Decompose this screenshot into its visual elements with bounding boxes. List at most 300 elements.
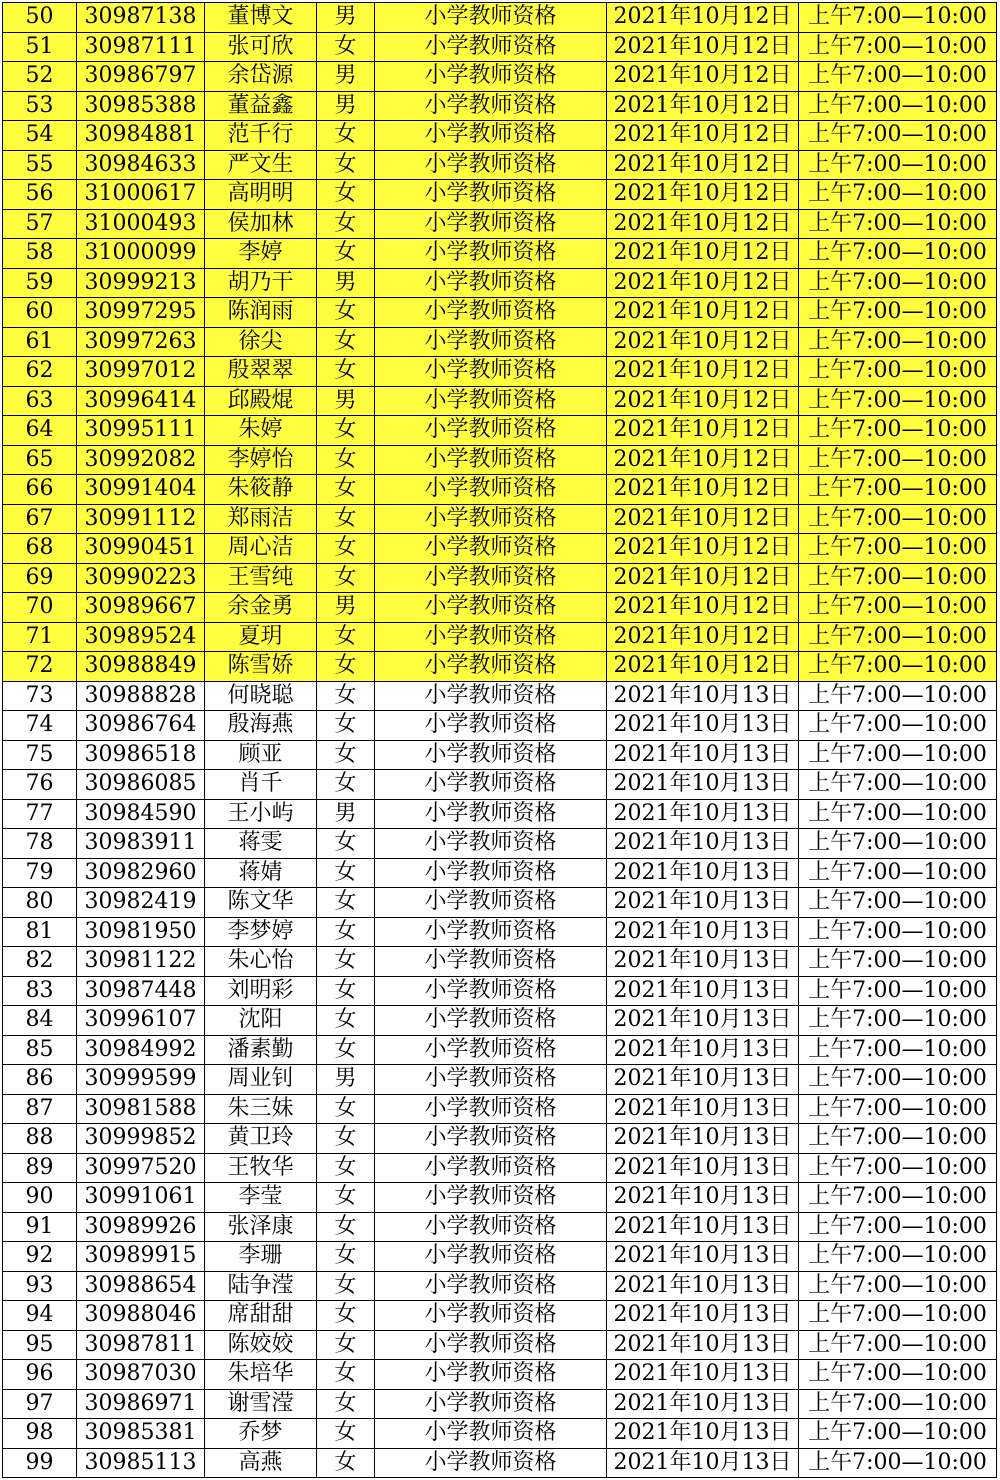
cell-gender: 女 <box>317 1183 375 1213</box>
cell-exam-time: 上午7:00—10:00 <box>799 298 997 328</box>
cell-candidate-id: 31000099 <box>77 239 205 269</box>
cell-exam-date: 2021年10月12日 <box>607 239 799 269</box>
table-row <box>3 504 997 534</box>
cell-exam-type: 小学教师资格 <box>375 1006 607 1036</box>
cell-candidate-id: 30982419 <box>77 888 205 918</box>
cell-exam-date: 2021年10月13日 <box>607 888 799 918</box>
cell-exam-time: 上午7:00—10:00 <box>799 475 997 505</box>
cell-exam-type: 小学教师资格 <box>375 180 607 210</box>
cell-exam-date: 2021年10月13日 <box>607 1212 799 1242</box>
cell-name: 夏玥 <box>205 622 317 652</box>
cell-gender: 男 <box>317 799 375 829</box>
cell-exam-date: 2021年10月12日 <box>607 32 799 62</box>
cell-name: 肖千 <box>205 770 317 800</box>
cell-exam-date: 2021年10月12日 <box>607 327 799 357</box>
cell-seq-no: 68 <box>3 534 77 564</box>
cell-name: 朱三妹 <box>205 1094 317 1124</box>
cell-candidate-id: 30988849 <box>77 652 205 682</box>
table-row <box>3 1448 997 1478</box>
cell-seq-no: 58 <box>3 239 77 269</box>
cell-seq-no: 61 <box>3 327 77 357</box>
cell-candidate-id: 30990451 <box>77 534 205 564</box>
table-row <box>3 1330 997 1360</box>
cell-exam-time: 上午7:00—10:00 <box>799 121 997 151</box>
cell-seq-no: 65 <box>3 445 77 475</box>
table-row <box>3 62 997 92</box>
cell-exam-time: 上午7:00—10:00 <box>799 770 997 800</box>
cell-candidate-id: 30981122 <box>77 947 205 977</box>
cell-gender: 女 <box>317 563 375 593</box>
cell-gender: 女 <box>317 1006 375 1036</box>
cell-exam-type: 小学教师资格 <box>375 1301 607 1331</box>
cell-seq-no: 87 <box>3 1094 77 1124</box>
cell-exam-date: 2021年10月12日 <box>607 652 799 682</box>
cell-exam-time: 上午7:00—10:00 <box>799 268 997 298</box>
cell-name: 董益鑫 <box>205 91 317 121</box>
cell-name: 陈雪娇 <box>205 652 317 682</box>
cell-exam-time: 上午7:00—10:00 <box>799 1006 997 1036</box>
cell-name: 李莹 <box>205 1183 317 1213</box>
cell-gender: 女 <box>317 1242 375 1272</box>
table-row <box>3 1065 997 1095</box>
table-row <box>3 3 997 33</box>
table-row <box>3 1124 997 1154</box>
cell-exam-type: 小学教师资格 <box>375 799 607 829</box>
cell-exam-date: 2021年10月12日 <box>607 445 799 475</box>
cell-candidate-id: 30997295 <box>77 298 205 328</box>
table-row <box>3 1212 997 1242</box>
table-row <box>3 563 997 593</box>
table-row <box>3 209 997 239</box>
cell-gender: 女 <box>317 947 375 977</box>
table-row <box>3 386 997 416</box>
cell-exam-type: 小学教师资格 <box>375 534 607 564</box>
cell-exam-time: 上午7:00—10:00 <box>799 1360 997 1390</box>
cell-gender: 女 <box>317 858 375 888</box>
cell-candidate-id: 30989524 <box>77 622 205 652</box>
table-row <box>3 1035 997 1065</box>
cell-exam-time: 上午7:00—10:00 <box>799 1389 997 1419</box>
cell-exam-time: 上午7:00—10:00 <box>799 3 997 33</box>
cell-name: 余金勇 <box>205 593 317 623</box>
cell-candidate-id: 30988654 <box>77 1271 205 1301</box>
cell-name: 谢雪滢 <box>205 1389 317 1419</box>
cell-gender: 女 <box>317 711 375 741</box>
cell-candidate-id: 30997520 <box>77 1153 205 1183</box>
cell-name: 周心洁 <box>205 534 317 564</box>
cell-seq-no: 89 <box>3 1153 77 1183</box>
cell-name: 殷翠翠 <box>205 357 317 387</box>
cell-exam-type: 小学教师资格 <box>375 445 607 475</box>
table-row <box>3 829 997 859</box>
table-row <box>3 652 997 682</box>
cell-candidate-id: 30996107 <box>77 1006 205 1036</box>
cell-seq-no: 93 <box>3 1271 77 1301</box>
cell-exam-time: 上午7:00—10:00 <box>799 1301 997 1331</box>
cell-candidate-id: 30981950 <box>77 917 205 947</box>
cell-candidate-id: 30987811 <box>77 1330 205 1360</box>
cell-name: 高明明 <box>205 180 317 210</box>
cell-seq-no: 70 <box>3 593 77 623</box>
cell-exam-type: 小学教师资格 <box>375 1065 607 1095</box>
cell-candidate-id: 30989915 <box>77 1242 205 1272</box>
table-row <box>3 888 997 918</box>
cell-exam-time: 上午7:00—10:00 <box>799 1271 997 1301</box>
cell-name: 蒋婧 <box>205 858 317 888</box>
cell-gender: 女 <box>317 1360 375 1390</box>
cell-exam-time: 上午7:00—10:00 <box>799 593 997 623</box>
cell-exam-type: 小学教师资格 <box>375 1389 607 1419</box>
cell-seq-no: 80 <box>3 888 77 918</box>
cell-gender: 女 <box>317 1389 375 1419</box>
cell-exam-date: 2021年10月13日 <box>607 1271 799 1301</box>
table-row <box>3 1301 997 1331</box>
cell-exam-type: 小学教师资格 <box>375 1448 607 1478</box>
cell-seq-no: 72 <box>3 652 77 682</box>
cell-gender: 女 <box>317 209 375 239</box>
cell-exam-type: 小学教师资格 <box>375 62 607 92</box>
cell-exam-time: 上午7:00—10:00 <box>799 652 997 682</box>
cell-exam-type: 小学教师资格 <box>375 298 607 328</box>
cell-seq-no: 53 <box>3 91 77 121</box>
cell-exam-time: 上午7:00—10:00 <box>799 829 997 859</box>
cell-gender: 女 <box>317 534 375 564</box>
cell-exam-time: 上午7:00—10:00 <box>799 1330 997 1360</box>
table-row <box>3 1183 997 1213</box>
cell-name: 王小屿 <box>205 799 317 829</box>
cell-gender: 女 <box>317 1448 375 1478</box>
cell-candidate-id: 30982960 <box>77 858 205 888</box>
cell-candidate-id: 30989667 <box>77 593 205 623</box>
cell-exam-type: 小学教师资格 <box>375 121 607 151</box>
cell-exam-date: 2021年10月13日 <box>607 1094 799 1124</box>
cell-gender: 女 <box>317 298 375 328</box>
cell-seq-no: 82 <box>3 947 77 977</box>
cell-exam-date: 2021年10月13日 <box>607 1065 799 1095</box>
cell-seq-no: 62 <box>3 357 77 387</box>
cell-candidate-id: 30987448 <box>77 976 205 1006</box>
cell-candidate-id: 30987030 <box>77 1360 205 1390</box>
cell-seq-no: 94 <box>3 1301 77 1331</box>
cell-exam-date: 2021年10月12日 <box>607 357 799 387</box>
cell-exam-type: 小学教师资格 <box>375 1360 607 1390</box>
cell-exam-time: 上午7:00—10:00 <box>799 1094 997 1124</box>
cell-candidate-id: 30988828 <box>77 681 205 711</box>
cell-exam-date: 2021年10月13日 <box>607 1419 799 1449</box>
cell-candidate-id: 30987111 <box>77 32 205 62</box>
cell-gender: 女 <box>317 770 375 800</box>
cell-exam-date: 2021年10月13日 <box>607 681 799 711</box>
cell-candidate-id: 30989926 <box>77 1212 205 1242</box>
cell-exam-time: 上午7:00—10:00 <box>799 858 997 888</box>
cell-name: 李珊 <box>205 1242 317 1272</box>
cell-name: 郑雨洁 <box>205 504 317 534</box>
cell-gender: 女 <box>317 1035 375 1065</box>
cell-name: 蒋雯 <box>205 829 317 859</box>
table-row <box>3 475 997 505</box>
cell-exam-time: 上午7:00—10:00 <box>799 1419 997 1449</box>
cell-gender: 女 <box>317 976 375 1006</box>
cell-gender: 男 <box>317 3 375 33</box>
table-row <box>3 1153 997 1183</box>
cell-name: 周业钊 <box>205 1065 317 1095</box>
cell-exam-type: 小学教师资格 <box>375 711 607 741</box>
cell-exam-type: 小学教师资格 <box>375 1153 607 1183</box>
cell-exam-time: 上午7:00—10:00 <box>799 1124 997 1154</box>
cell-name: 席甜甜 <box>205 1301 317 1331</box>
cell-exam-time: 上午7:00—10:00 <box>799 1448 997 1478</box>
table-row <box>3 1360 997 1390</box>
cell-seq-no: 75 <box>3 740 77 770</box>
cell-exam-date: 2021年10月13日 <box>607 1301 799 1331</box>
table-row <box>3 1419 997 1449</box>
cell-exam-type: 小学教师资格 <box>375 1183 607 1213</box>
cell-exam-type: 小学教师资格 <box>375 1271 607 1301</box>
table-row <box>3 593 997 623</box>
cell-name: 朱婷 <box>205 416 317 446</box>
cell-seq-no: 52 <box>3 62 77 92</box>
cell-gender: 女 <box>317 416 375 446</box>
cell-name: 李婷怡 <box>205 445 317 475</box>
cell-exam-type: 小学教师资格 <box>375 357 607 387</box>
cell-seq-no: 73 <box>3 681 77 711</box>
cell-gender: 女 <box>317 1153 375 1183</box>
cell-exam-date: 2021年10月12日 <box>607 386 799 416</box>
cell-exam-time: 上午7:00—10:00 <box>799 357 997 387</box>
table-row <box>3 622 997 652</box>
cell-exam-type: 小学教师资格 <box>375 622 607 652</box>
cell-seq-no: 84 <box>3 1006 77 1036</box>
cell-seq-no: 64 <box>3 416 77 446</box>
cell-name: 董博文 <box>205 3 317 33</box>
cell-name: 徐尖 <box>205 327 317 357</box>
cell-exam-date: 2021年10月13日 <box>607 1389 799 1419</box>
cell-exam-date: 2021年10月12日 <box>607 534 799 564</box>
cell-exam-date: 2021年10月13日 <box>607 740 799 770</box>
cell-exam-time: 上午7:00—10:00 <box>799 504 997 534</box>
cell-exam-type: 小学教师资格 <box>375 888 607 918</box>
cell-exam-time: 上午7:00—10:00 <box>799 32 997 62</box>
cell-exam-type: 小学教师资格 <box>375 829 607 859</box>
cell-name: 陈润雨 <box>205 298 317 328</box>
table-row <box>3 239 997 269</box>
cell-candidate-id: 30985381 <box>77 1419 205 1449</box>
cell-candidate-id: 30999852 <box>77 1124 205 1154</box>
cell-seq-no: 85 <box>3 1035 77 1065</box>
cell-exam-time: 上午7:00—10:00 <box>799 416 997 446</box>
cell-seq-no: 67 <box>3 504 77 534</box>
cell-exam-time: 上午7:00—10:00 <box>799 239 997 269</box>
cell-gender: 男 <box>317 1065 375 1095</box>
cell-name: 范千行 <box>205 121 317 151</box>
table-row <box>3 534 997 564</box>
cell-name: 潘素勤 <box>205 1035 317 1065</box>
cell-exam-time: 上午7:00—10:00 <box>799 445 997 475</box>
cell-name: 王雪纯 <box>205 563 317 593</box>
cell-exam-date: 2021年10月12日 <box>607 268 799 298</box>
cell-exam-type: 小学教师资格 <box>375 858 607 888</box>
cell-exam-date: 2021年10月13日 <box>607 1242 799 1272</box>
cell-exam-time: 上午7:00—10:00 <box>799 1242 997 1272</box>
cell-candidate-id: 31000493 <box>77 209 205 239</box>
cell-name: 余岱源 <box>205 62 317 92</box>
table-row <box>3 357 997 387</box>
cell-exam-type: 小学教师资格 <box>375 593 607 623</box>
cell-gender: 女 <box>317 504 375 534</box>
cell-exam-type: 小学教师资格 <box>375 504 607 534</box>
cell-gender: 女 <box>317 740 375 770</box>
cell-exam-date: 2021年10月12日 <box>607 416 799 446</box>
cell-gender: 男 <box>317 386 375 416</box>
cell-exam-date: 2021年10月12日 <box>607 298 799 328</box>
cell-candidate-id: 30986971 <box>77 1389 205 1419</box>
cell-gender: 女 <box>317 445 375 475</box>
cell-name: 朱心怡 <box>205 947 317 977</box>
cell-exam-date: 2021年10月12日 <box>607 504 799 534</box>
cell-seq-no: 77 <box>3 799 77 829</box>
cell-exam-time: 上午7:00—10:00 <box>799 1065 997 1095</box>
cell-seq-no: 63 <box>3 386 77 416</box>
cell-exam-time: 上午7:00—10:00 <box>799 947 997 977</box>
cell-name: 刘明彩 <box>205 976 317 1006</box>
table-row <box>3 711 997 741</box>
cell-exam-type: 小学教师资格 <box>375 770 607 800</box>
table-row <box>3 121 997 151</box>
cell-gender: 女 <box>317 681 375 711</box>
cell-candidate-id: 30995111 <box>77 416 205 446</box>
cell-seq-no: 88 <box>3 1124 77 1154</box>
table-row <box>3 416 997 446</box>
cell-candidate-id: 30999213 <box>77 268 205 298</box>
table-row <box>3 445 997 475</box>
table-row <box>3 327 997 357</box>
cell-candidate-id: 30992082 <box>77 445 205 475</box>
cell-exam-type: 小学教师资格 <box>375 1419 607 1449</box>
cell-exam-type: 小学教师资格 <box>375 327 607 357</box>
cell-gender: 女 <box>317 357 375 387</box>
cell-gender: 女 <box>317 917 375 947</box>
cell-seq-no: 95 <box>3 1330 77 1360</box>
cell-gender: 男 <box>317 268 375 298</box>
cell-seq-no: 51 <box>3 32 77 62</box>
cell-name: 陆争滢 <box>205 1271 317 1301</box>
cell-exam-date: 2021年10月13日 <box>607 829 799 859</box>
cell-gender: 女 <box>317 32 375 62</box>
table-row <box>3 681 997 711</box>
exam-roster-table <box>2 2 997 1478</box>
cell-exam-type: 小学教师资格 <box>375 1212 607 1242</box>
cell-exam-type: 小学教师资格 <box>375 917 607 947</box>
cell-exam-date: 2021年10月12日 <box>607 150 799 180</box>
cell-exam-date: 2021年10月13日 <box>607 1035 799 1065</box>
cell-exam-type: 小学教师资格 <box>375 976 607 1006</box>
cell-exam-type: 小学教师资格 <box>375 1124 607 1154</box>
table-row <box>3 799 997 829</box>
cell-exam-date: 2021年10月12日 <box>607 3 799 33</box>
cell-gender: 女 <box>317 1271 375 1301</box>
cell-gender: 男 <box>317 593 375 623</box>
table-row <box>3 268 997 298</box>
cell-candidate-id: 30986085 <box>77 770 205 800</box>
cell-exam-date: 2021年10月12日 <box>607 593 799 623</box>
cell-candidate-id: 30991112 <box>77 504 205 534</box>
cell-candidate-id: 30984992 <box>77 1035 205 1065</box>
table-row <box>3 947 997 977</box>
cell-gender: 女 <box>317 1124 375 1154</box>
cell-exam-time: 上午7:00—10:00 <box>799 1035 997 1065</box>
cell-name: 李梦婷 <box>205 917 317 947</box>
cell-exam-type: 小学教师资格 <box>375 91 607 121</box>
cell-seq-no: 83 <box>3 976 77 1006</box>
cell-seq-no: 98 <box>3 1419 77 1449</box>
cell-name: 张可欣 <box>205 32 317 62</box>
table-row <box>3 858 997 888</box>
table-row <box>3 976 997 1006</box>
cell-gender: 女 <box>317 652 375 682</box>
cell-exam-type: 小学教师资格 <box>375 947 607 977</box>
cell-gender: 女 <box>317 239 375 269</box>
cell-candidate-id: 30984590 <box>77 799 205 829</box>
table-row <box>3 150 997 180</box>
cell-name: 乔梦 <box>205 1419 317 1449</box>
cell-exam-date: 2021年10月13日 <box>607 1448 799 1478</box>
cell-name: 朱培华 <box>205 1360 317 1390</box>
table-row <box>3 1271 997 1301</box>
cell-name: 侯加林 <box>205 209 317 239</box>
cell-exam-type: 小学教师资格 <box>375 652 607 682</box>
cell-gender: 女 <box>317 180 375 210</box>
cell-gender: 女 <box>317 1212 375 1242</box>
cell-exam-time: 上午7:00—10:00 <box>799 888 997 918</box>
cell-exam-time: 上午7:00—10:00 <box>799 327 997 357</box>
cell-seq-no: 76 <box>3 770 77 800</box>
cell-seq-no: 74 <box>3 711 77 741</box>
cell-exam-type: 小学教师资格 <box>375 209 607 239</box>
cell-exam-time: 上午7:00—10:00 <box>799 681 997 711</box>
cell-seq-no: 91 <box>3 1212 77 1242</box>
cell-seq-no: 60 <box>3 298 77 328</box>
table-row <box>3 770 997 800</box>
cell-candidate-id: 30986764 <box>77 711 205 741</box>
cell-gender: 女 <box>317 475 375 505</box>
cell-seq-no: 92 <box>3 1242 77 1272</box>
cell-exam-date: 2021年10月13日 <box>607 1330 799 1360</box>
cell-candidate-id: 30987138 <box>77 3 205 33</box>
cell-exam-type: 小学教师资格 <box>375 1035 607 1065</box>
cell-exam-date: 2021年10月13日 <box>607 1006 799 1036</box>
cell-candidate-id: 30991061 <box>77 1183 205 1213</box>
cell-seq-no: 97 <box>3 1389 77 1419</box>
cell-exam-date: 2021年10月12日 <box>607 563 799 593</box>
cell-exam-time: 上午7:00—10:00 <box>799 180 997 210</box>
cell-exam-type: 小学教师资格 <box>375 150 607 180</box>
cell-name: 何晓聪 <box>205 681 317 711</box>
cell-exam-date: 2021年10月13日 <box>607 947 799 977</box>
cell-exam-date: 2021年10月13日 <box>607 917 799 947</box>
cell-seq-no: 79 <box>3 858 77 888</box>
cell-candidate-id: 30988046 <box>77 1301 205 1331</box>
cell-name: 张泽康 <box>205 1212 317 1242</box>
cell-name: 胡乃干 <box>205 268 317 298</box>
cell-exam-date: 2021年10月12日 <box>607 180 799 210</box>
cell-gender: 女 <box>317 1094 375 1124</box>
cell-exam-time: 上午7:00—10:00 <box>799 150 997 180</box>
cell-seq-no: 59 <box>3 268 77 298</box>
cell-seq-no: 50 <box>3 3 77 33</box>
cell-gender: 女 <box>317 1301 375 1331</box>
roster-body <box>3 3 997 1478</box>
cell-candidate-id: 30990223 <box>77 563 205 593</box>
